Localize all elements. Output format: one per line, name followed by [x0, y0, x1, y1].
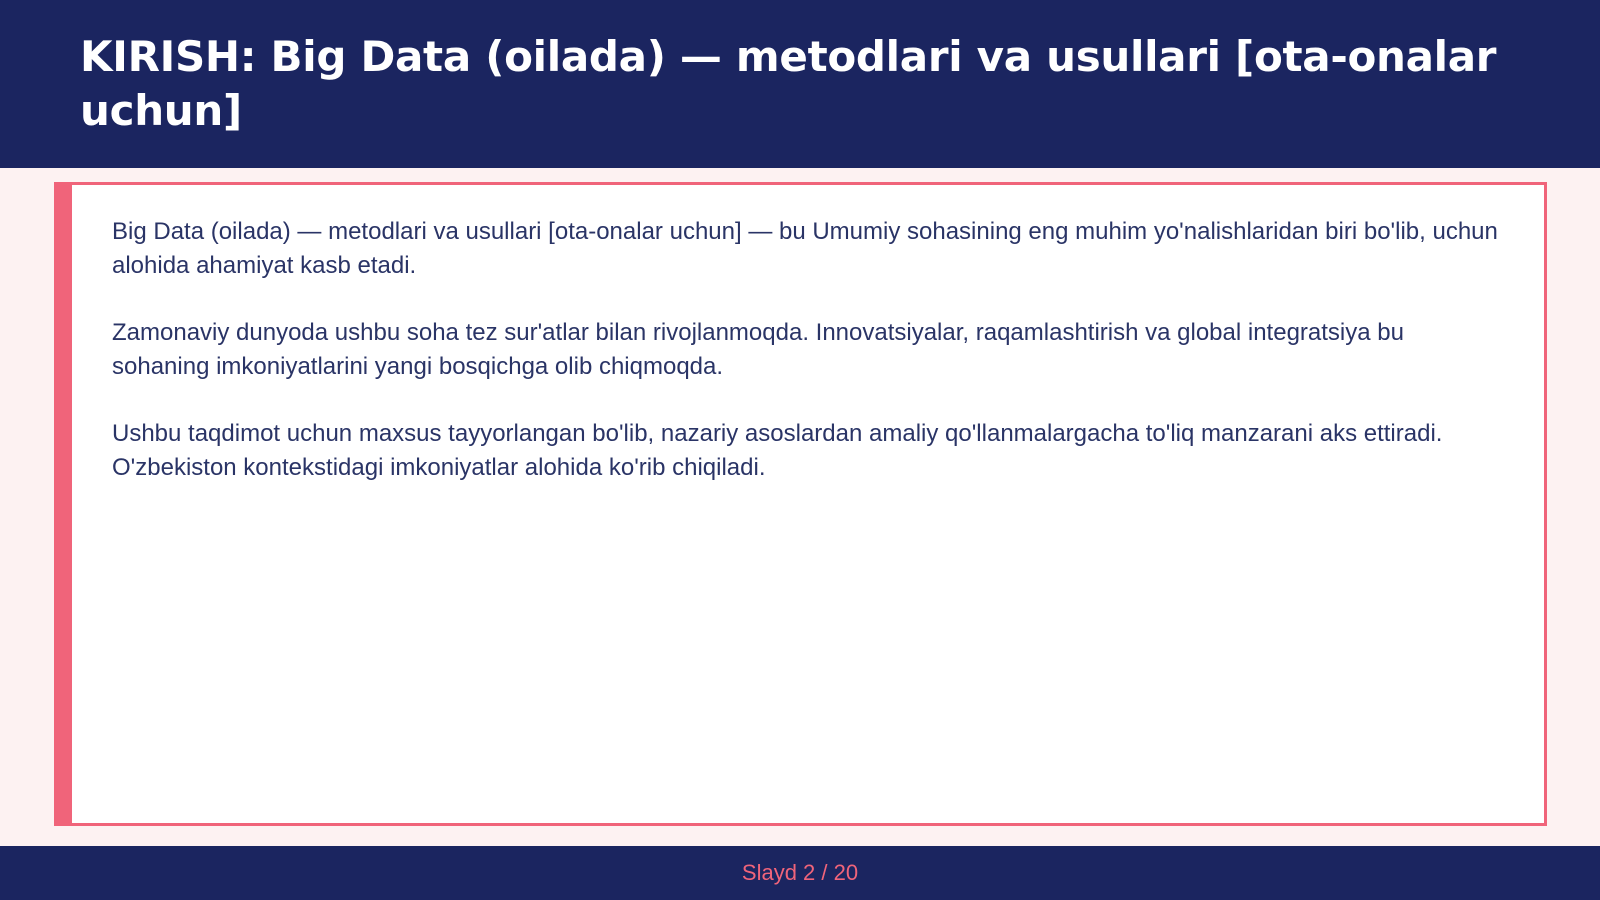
slide-title: KIRISH: Big Data (oilada) — metodlari va usullari [ota-onalar uchun] — [80, 32, 1497, 135]
paragraph-presentation-scope: Ushbu taqdimot uchun maxsus tayyorlangan bo'lib, nazariy asoslardan amaliy qo'llanmalargacha to'liq manzarani aks ettiradi. O'zbekiston kontekstidagi imkoniyatlar alohida ko'rib chiqiladi. — [112, 420, 1443, 481]
slide-header — [0, 0, 1600, 168]
slide-counter: Slayd 2 / 20 — [741, 860, 859, 885]
content-card — [54, 182, 1547, 826]
paragraph-modern-world: Zamonaviy dunyoda ushbu soha tez sur'atlar bilan rivojlanmoqda. Innovatsiyalar, raqamlashtirish va global integratsiya bu sohaning imkoniyatlarini yangi bosqichga olib chiqmoqda. — [112, 319, 1404, 380]
paragraph-intro: Big Data (oilada) — metodlari va usullari [ota-onalar uchun] — bu Umumiy sohasining eng muhim yo'nalishlaridan biri bo'lib, uchun alohida ahamiyat kasb etadi. — [112, 218, 1498, 279]
slide-footer — [0, 846, 1600, 900]
